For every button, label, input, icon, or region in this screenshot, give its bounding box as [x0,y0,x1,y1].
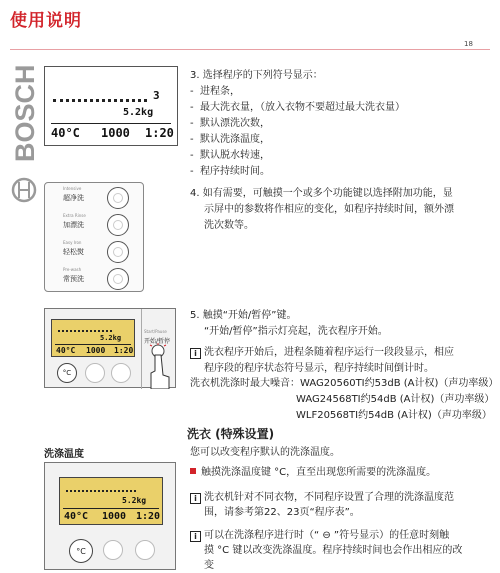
option-easy-iron-button[interactable] [107,241,129,263]
display-divider [51,123,171,124]
info-icon: i [190,493,201,504]
page-title: 使用说明 [10,11,82,31]
option-intensive[interactable]: Intensive 超净洗 [45,185,145,211]
time-readout: 1:20 [145,126,174,140]
display-panel [44,66,178,146]
section-info-2: i 可以在洗涤程序进行时（“ ⊖ ”符号显示）的任意时刻触 摸 °C 键以改变洗涤温度。程序持续时间也会作出相应的改 变 [190,528,462,573]
step-3-heading: 3. 选择程序的下列符号显示： [190,70,323,81]
temperature-button[interactable]: °C [69,539,93,563]
info-icon: i [190,348,201,359]
time-button[interactable] [135,540,155,560]
spin-button[interactable] [103,540,123,560]
hand-pointer-icon [143,343,177,389]
step-3-item: - 程序持续时间。 [190,166,270,177]
header-divider [10,49,490,50]
step-3-item: - 默认洗涤温度， [190,134,270,145]
step-3-item: - 默认漂洗次数， [190,118,270,129]
temperature-button[interactable]: °C [57,363,77,383]
yellow-display: 5.2kg 40°C 1000 1:20 [59,477,163,525]
option-prewash-button[interactable] [107,268,129,290]
option-extra-rinse[interactable]: Extra Rinse 加漂洗 [45,212,145,238]
step-5-info: i 洗衣程序开始后，进程条随着程序运行一段段显示，相应 程序段的程序状态符号显示，程序持续时间倒计时。 [190,345,454,377]
rinse-count: 3 [153,89,160,102]
control-panel-start: 5.2kg 40°C 1000 1:20 °C Start/Pause 开始/暂停 [44,308,176,388]
instruction-bullet: 触摸洗涤温度键 °C，直至出现您所需要的洗涤温度。 [190,465,436,481]
option-extra-rinse-button[interactable] [107,214,129,236]
info-icon: i [190,531,201,542]
temperature-readout: 40°C [51,126,80,140]
option-buttons-panel [44,182,144,292]
noise-spec: 洗衣机洗涤时最大噪音：WAG20560TI约53dB (A计权)（声功率级） WAG24568TI约54dB (A计权)（声功率级） WLF20568TI约54dB (A计权)（声功率级） [190,378,499,421]
start-pause-label: 开始/暂停 [144,338,171,345]
bosch-logo [6,62,42,222]
spin-button[interactable] [85,363,105,383]
option-prewash[interactable]: Pre-wash 常预洗 [45,266,145,292]
yellow-display: 5.2kg 40°C 1000 1:20 [51,319,135,357]
time-button[interactable] [111,363,131,383]
subsection-label: 洗涤温度 [44,449,84,460]
page-number: 18 [464,40,473,48]
option-easy-iron[interactable]: Easy Iron 轻松熨 [45,239,145,265]
option-intensive-button[interactable] [107,187,129,209]
step-3-item: - 进程条， [190,86,240,97]
bosch-logo-text: BOSCH [10,64,40,162]
section-info-1: i 洗衣机针对不同衣物，不同程序设置了合理的洗涤温度范 围，请参考第22、23页“程序表”。 [190,490,454,520]
section-intro: 您可以改变程序默认的洗涤温度。 [190,447,340,458]
section-title: 洗衣 (特殊设置) [187,427,275,441]
step-4: 4. 如有需要，可触摸一个或多个功能键以选择附加功能，显 示屏中的参数将作相应的变化，如程序持续时间，额外漂 洗次数等。 [190,188,454,231]
step-5: 5. 触摸“开始/暂停”键。 “开始/暂停”指示灯亮起，洗衣程序开始。 [190,310,388,337]
control-panel-temperature [44,462,176,570]
bullet-marker [190,468,196,474]
load-weight: 5.2kg [123,107,154,118]
progress-bar [53,99,147,105]
step-3-item: - 默认脱水转速， [190,150,270,161]
spin-readout: 1000 [101,126,130,140]
step-3-item: - 最大洗衣量，（放入衣物不要超过最大洗衣量） [190,102,405,113]
step-3 [190,68,405,180]
